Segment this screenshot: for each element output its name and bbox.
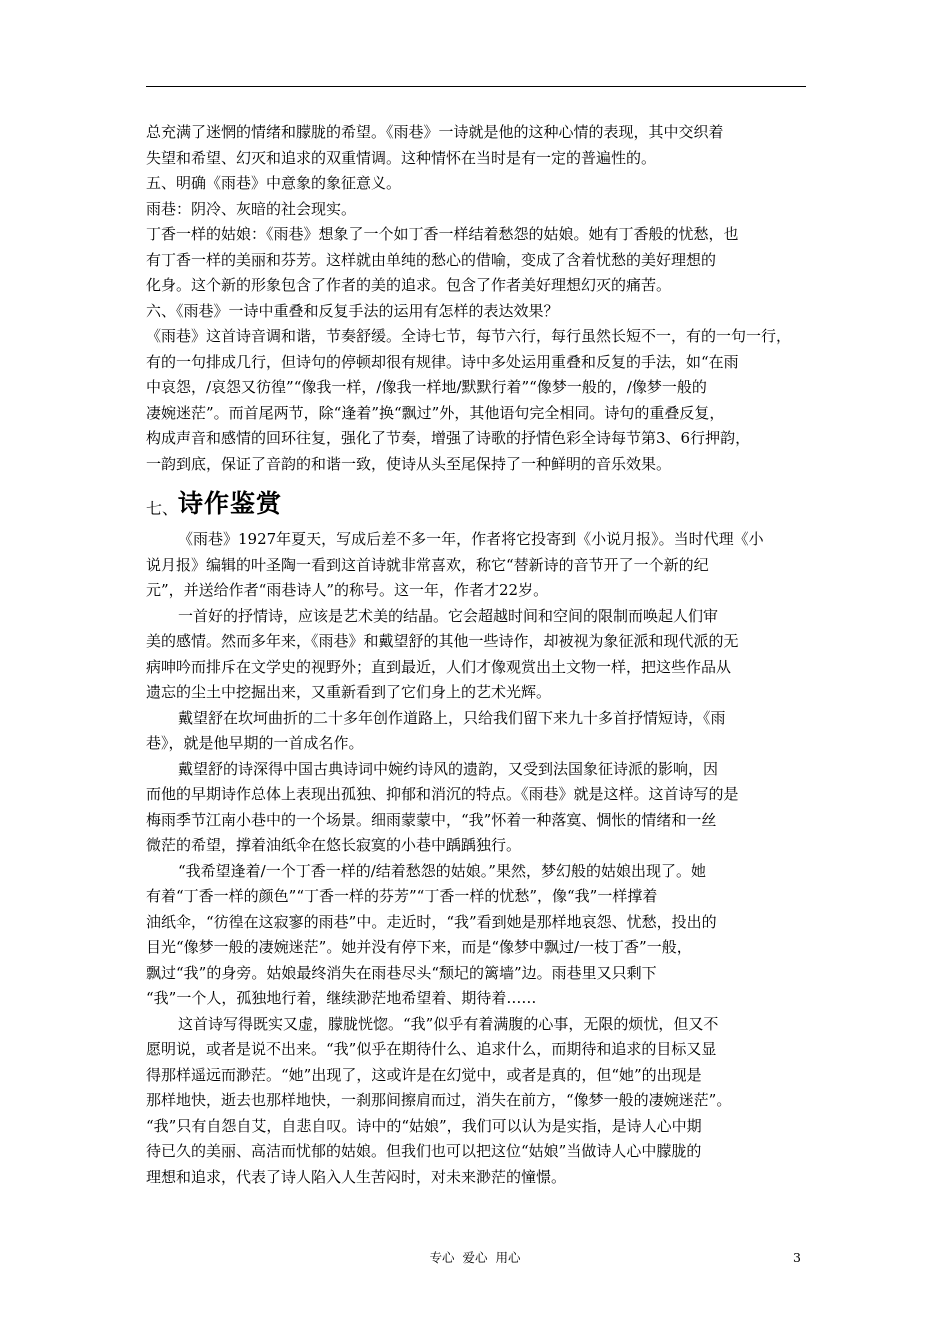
- page-footer: 专心 爱心 用心: [429, 1250, 521, 1265]
- text-line: 丁香一样的姑娘：《雨巷》想象了一个如丁香一样结着愁怨的姑娘。她有丁香般的忧愁，也: [146, 225, 739, 243]
- text-line: 元”，并送给作者“雨巷诗人”的称号。这一年，作者才22岁。: [146, 581, 549, 599]
- text-line: 《雨巷》这首诗音调和谐，节奏舒缓。全诗七节，每节六行，每行虽然长短不一，有的一句一行，: [146, 327, 792, 345]
- text-line: 病呻吟而排斥在文学史的视野外；直到最近，人们才像观赏出土文物一样，把这些作品从: [146, 657, 732, 676]
- text-line: 微茫的希望，撑着油纸伞在悠长寂寞的小巷中踽踽独行。: [146, 836, 522, 854]
- page-content: [146, 120, 808, 1190]
- text-line: 得那样遥远而渺茫。“她”出现了，这或许是在幻觉中，或者是真的，但“她”的出现是: [146, 1065, 702, 1084]
- header-rule: [146, 86, 806, 87]
- heading-title: 诗作鉴赏: [178, 489, 283, 518]
- text-line: 化身。这个新的形象包含了作者的美的追求。包含了作者美好理想幻灭的痛苦。: [146, 276, 672, 294]
- text-line: 巷》，就是他早期的一首成名作。: [146, 734, 364, 752]
- section-six-title: 六、《雨巷》一诗中重叠和反复手法的运用有怎样的表达效果？: [146, 301, 559, 320]
- text-line: 这首诗写得既实又虚，朦胧恍惚。“我”似乎有着满腹的心事，无限的烦忧，但又不: [178, 1014, 719, 1033]
- text-line: 一首好的抒情诗，应该是艺术美的结晶。它会超越时间和空间的限制而唤起人们审: [178, 606, 719, 625]
- text-line: 油纸伞，“彷徨在这寂寥的雨巷”中。走近时，“我”看到她是那样地哀怨、忧愁，投出的: [146, 912, 717, 931]
- text-line: 待已久的美丽、高洁而忧郁的姑娘。但我们也可以把这位“姑娘”当做诗人心中朦胧的: [146, 1142, 702, 1160]
- text-line: 凄婉迷茫”。而首尾两节，除“逢着”换“飘过”外，其他语句完全相同。诗句的重叠反复，: [146, 403, 725, 422]
- text-line: 雨巷：阴冷、灰暗的社会现实。: [146, 199, 357, 218]
- text-line: 遗忘的尘土中挖掘出来，又重新看到了它们身上的艺术光辉。: [146, 683, 552, 701]
- text-line: 《雨巷》1927年夏天，写成后差不多一年，作者将它投寄到《小说月报》。当时代理《小: [178, 530, 764, 548]
- text-line: 飘过“我”的身旁。姑娘最终消失在雨巷尽头“颓圮的篱墙”边。雨巷里又只剩下: [146, 963, 657, 982]
- page-number: 3: [793, 1250, 801, 1265]
- text-line: 愿明说，或者是说不出来。“我”似乎在期待什么、追求什么，而期待和追求的目标又显: [146, 1040, 717, 1058]
- text-line: 目光“像梦一般的凄婉迷茫”。她并没有停下来，而是“像梦中飘过/一枝丁香”一般，: [146, 938, 692, 956]
- text-line: 说月报》编辑的叶圣陶一看到这首诗就非常喜欢，称它“替新诗的音节开了一个新的纪: [146, 555, 709, 574]
- text-line: “我”只有自怨自艾，自悲自叹。诗中的“姑娘”，我们可以认为是实指，是诗人心中期: [146, 1116, 702, 1135]
- heading-number: 七、: [146, 499, 179, 518]
- text-line: “我希望逢着/一个丁香一样的/结着愁怨的姑娘。”果然，梦幻般的姑娘出现了。她: [178, 861, 706, 880]
- text-line: 有丁香一样的美丽和芬芳。这样就由单纯的愁心的借喻，变成了含着忧愁的美好理想的: [146, 250, 717, 269]
- text-line: 有着“丁香一样的颜色”“丁香一样的芬芳”“丁香一样的忧愁”，像“我”一样撑着: [146, 887, 658, 905]
- text-line: 构成声音和感情的回环往复，强化了节奏，增强了诗歌的抒情色彩全诗每节第3、6行押韵，: [146, 429, 751, 447]
- text-line: 美的感情。然而多年来，《雨巷》和戴望舒的其他一些诗作，却被视为象征派和现代派的无: [146, 632, 739, 650]
- text-line: 中哀怨，/哀怨又彷徨”“像我一样，/像我一样地/默默行着”“像梦一般的，/像梦一般的: [146, 378, 707, 396]
- section-top-text: [146, 120, 808, 477]
- text-line: 戴望舒的诗深得中国古典诗词中婉约诗风的遗韵，又受到法国象征诗派的影响，因: [178, 759, 719, 778]
- text-line: 一韵到底，保证了音韵的和谐一致，使诗从头至尾保持了一种鲜明的音乐效果。: [146, 454, 672, 473]
- text-line: 戴望舒在坎坷曲折的二十多年创作道路上，只给我们留下来九十多首抒情短诗，《雨: [178, 708, 726, 727]
- text-line: 梅雨季节江南小巷中的一个场景。细雨蒙蒙中，“我”怀着一种落寞、惆怅的情绪和一丝: [146, 810, 717, 829]
- text-line: 有的一句排成几行，但诗句的停顿却很有规律。诗中多处运用重叠和反复的手法，如“在雨: [146, 352, 739, 371]
- section-heading: [146, 483, 808, 519]
- section-five-title: 五、明确《雨巷》中意象的象征意义。: [146, 174, 402, 192]
- text-line: 理想和追求，代表了诗人陷入人生苦闷时，对未来渺茫的憧憬。: [146, 1167, 567, 1186]
- appreciation-text: [146, 527, 808, 1190]
- text-line: 总充满了迷惘的情绪和朦胧的希望。《雨巷》一诗就是他的这种心情的表现，其中交织着: [146, 123, 724, 141]
- text-line: “我”一个人，孤独地行着，继续渺茫地希望着、期待着……: [146, 989, 537, 1007]
- text-line: 而他的早期诗作总体上表现出孤独、抑郁和消沉的特点。《雨巷》就是这样。这首诗写的是: [146, 785, 739, 803]
- text-line: 那样地快，逝去也那样地快，一刹那间擦肩而过，消失在前方，“像梦一般的凄婉迷茫”。: [146, 1091, 732, 1109]
- text-line: 失望和希望、幻灭和追求的双重情调。这种情怀在当时是有一定的普遍性的。: [146, 148, 657, 167]
